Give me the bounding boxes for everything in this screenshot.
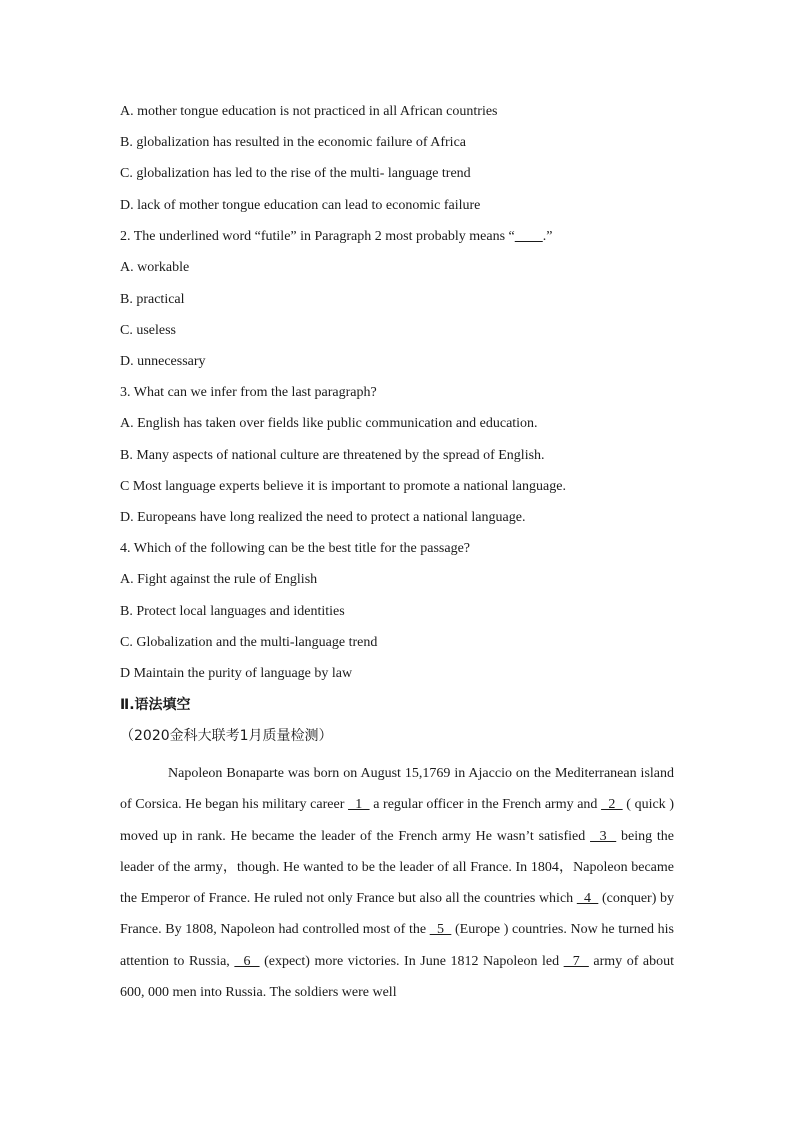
- option-3d: D. Europeans have long realized the need to protect a national language.: [120, 510, 526, 525]
- blank-7: 7: [563, 953, 589, 969]
- question-3: 3. What can we infer from the last paragraph?: [120, 385, 377, 400]
- option-1b: B. globalization has resulted in the economic failure of Africa: [120, 135, 466, 150]
- question-2-text: 2. The underlined word “futile” in Paragraph 2 most probably means “: [120, 229, 515, 244]
- option-1d: D. lack of mother tongue education can lead to economic failure: [120, 198, 481, 213]
- source-note: （2020金科大联考1月质量检测）: [120, 728, 333, 744]
- blank-2: 2: [601, 797, 623, 813]
- option-1a: A. mother tongue education is not practiced in all African countries: [120, 104, 498, 119]
- section-heading: Ⅱ.语法填空: [120, 697, 191, 713]
- question-2-end: .”: [542, 229, 553, 244]
- blank-5: 5: [429, 922, 452, 938]
- blank-6: 6: [234, 953, 260, 969]
- blank-1: 1: [348, 797, 370, 813]
- option-4d: D Maintain the purity of language by law: [120, 666, 353, 681]
- option-4b: B. Protect local languages and identities: [120, 604, 345, 619]
- option-4c: C. Globalization and the multi-language trend: [120, 635, 378, 650]
- option-3a: A. English has taken over fields like public communication and education.: [120, 416, 538, 431]
- option-1c: C. globalization has led to the rise of the multi- language trend: [120, 166, 471, 181]
- passage: Napoleon Bonaparte was born on August 15,1769 in Ajaccio on the Mediterranean island of Corsica. He began his military career 1 a regular officer in the French army and 2 ( quick ) moved up in rank. He became the leader of the French army He wasn’t satisfied 3 being the leader of the army，though. He wanted to be the leader of all France. In 1804，Napoleon became the Emperor of France. He ruled not only France but also all the countries which 4 (conquer) by France. By 1808, Napoleon had controlled most of the 5 (Europe ) countries. Now he turned his attention to Russia, 6 (expect) more victories. In June 1812 Napoleon led 7 army of about 600, 000 men into Russia. The soldiers were well: [120, 766, 675, 1001]
- blank-4: 4: [576, 891, 599, 907]
- option-2a: A. workable: [120, 260, 190, 275]
- option-3c: C Most language experts believe it is important to promote a national language.: [120, 479, 566, 494]
- option-2d: D. unnecessary: [120, 354, 206, 369]
- option-2c: C. useless: [120, 323, 176, 338]
- question-2: [120, 227, 674, 247]
- option-3b: B. Many aspects of national culture are threatened by the spread of English.: [120, 448, 545, 463]
- option-2b: B. practical: [120, 292, 185, 307]
- blank-3: 3: [590, 828, 617, 844]
- option-4a: A. Fight against the rule of English: [120, 572, 318, 587]
- question-2-blank: [515, 229, 543, 244]
- question-4: 4. Which of the following can be the best title for the passage?: [120, 541, 471, 556]
